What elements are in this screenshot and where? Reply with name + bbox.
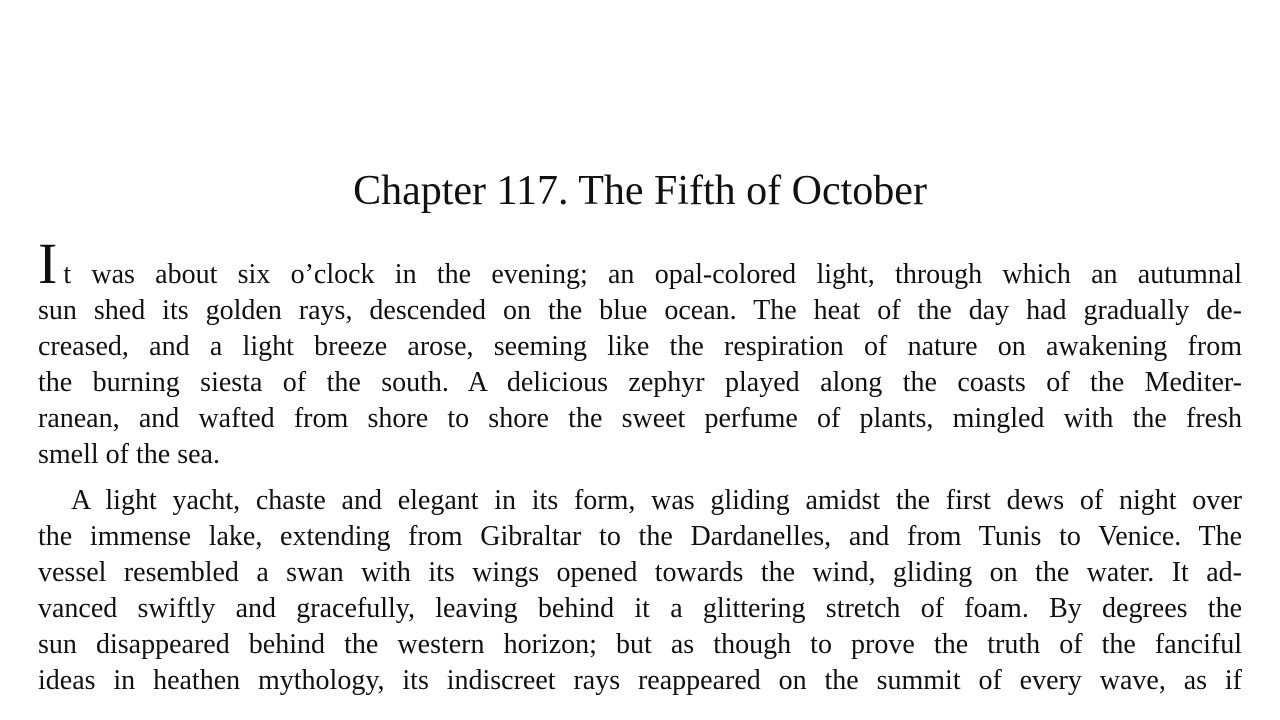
text-line [38, 231, 1242, 296]
text-line: ideas in heathen mythology, its indiscreet rays reappeared on the summit of every wave, as if [38, 665, 1242, 696]
text-line: the burning siesta of the south. A delicious zephyr played along the coasts of the Mediter- [38, 367, 1242, 398]
chapter-body [38, 231, 1242, 699]
text-line: A light yacht, chaste and elegant in its form, was gliding amidst the first dews of night over [71, 485, 1242, 516]
text-line: vessel resembled a swan with its wings opened towards the wind, gliding on the water. It ad- [38, 557, 1242, 588]
text-line: sun disappeared behind the western horizon; but as though to prove the truth of the fanciful [38, 629, 1242, 660]
chapter-title: Chapter 117. The Fifth of October [353, 168, 927, 214]
text-line: vanced swiftly and gracefully, leaving behind it a glittering stretch of foam. By degrees the [38, 593, 1242, 624]
text-line: sun shed its golden rays, descended on the blue ocean. The heat of the day had gradually de- [38, 295, 1242, 326]
paragraph-2 [38, 483, 1242, 699]
text-line: creased, and a light breeze arose, seeming like the respiration of nature on awakening from [38, 331, 1242, 362]
drop-cap: I [38, 231, 58, 296]
text-line: the immense lake, extending from Gibraltar to the Dardanelles, and from Tunis to Venice. The [38, 521, 1242, 552]
text-line: ranean, and wafted from shore to shore the sweet perfume of plants, mingled with the fresh [38, 403, 1242, 434]
paragraph-1 [38, 231, 1242, 473]
text-line-content: t was about six o’clock in the evening; an opal-colored light, through which an autumnal [63, 259, 1242, 290]
text-line: smell of the sea. [38, 439, 220, 470]
